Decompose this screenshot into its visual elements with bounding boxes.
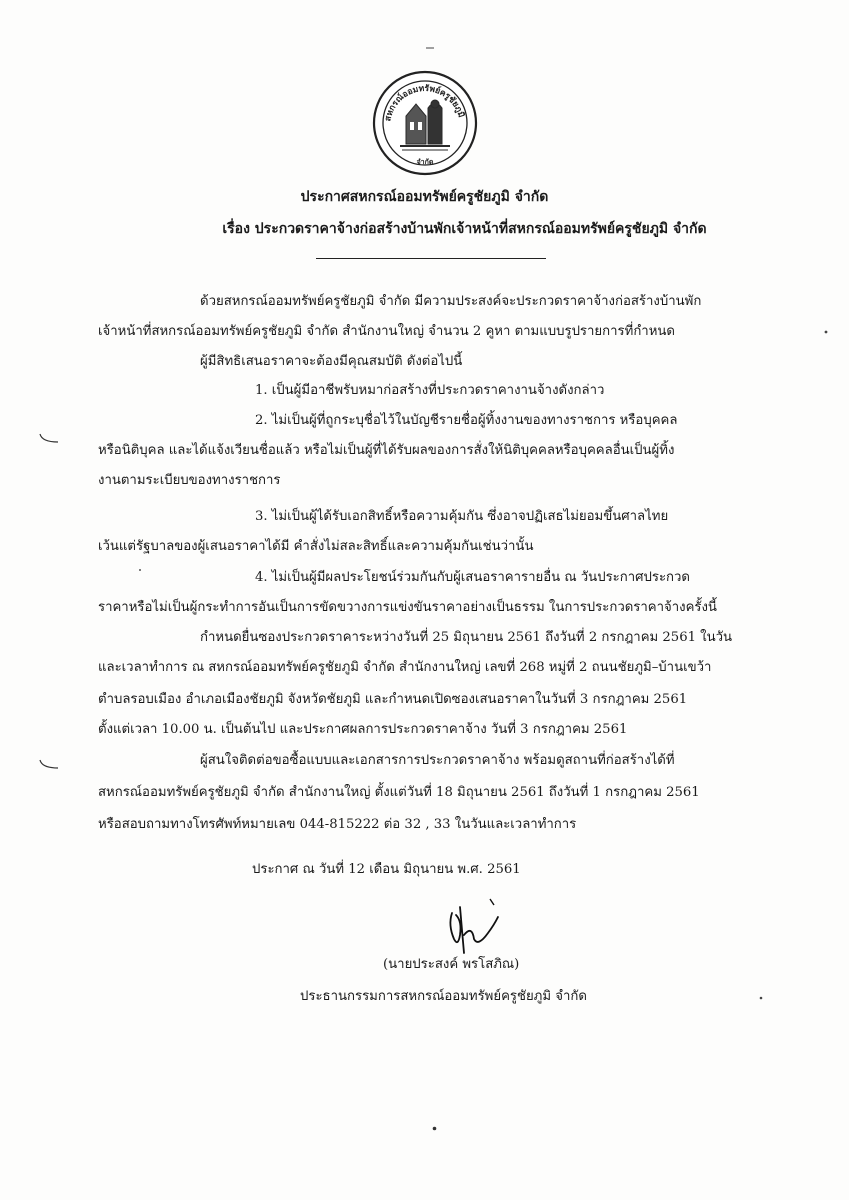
margin-tick-mark <box>38 758 60 772</box>
qualification-item-1: 1. เป็นผู้มีอาชีพรับหมาก่อสร้างที่ประกวดราคางานจ้างดังกล่าว <box>255 383 605 398</box>
scan-speck <box>426 46 434 50</box>
signer-name: (นายประสงค์ พรโสภิณ) <box>383 957 520 972</box>
margin-tick-mark <box>38 432 60 446</box>
announcement-date: ประกาศ ณ วันที่ 12 เดือน มิถุนายน พ.ศ. 2561 <box>252 862 521 877</box>
qualification-item-4-line-1: 4. ไม่เป็นผู้มีผลประโยชน์ร่วมกันกับผู้เสนอราคารายอื่น ณ วันประกาศประกวด <box>255 570 690 585</box>
announcement-subject: เรื่อง ประกวดราคาจ้างก่อสร้างบ้านพักเจ้าหน้าที่สหกรณ์ออมทรัพย์ครูชัยภูมิ จำกัด <box>222 221 707 237</box>
qualification-item-3-line-1: 3. ไม่เป็นผู้ได้รับเอกสิทธิ์หรือความคุ้มกัน ซึ่งอาจปฏิเสธไม่ยอมขึ้นศาลไทย <box>255 509 669 524</box>
scan-speck <box>432 1126 437 1131</box>
schedule-line-1: กำหนดยื่นซองประกวดราคาระหว่างวันที่ 25 มิถุนายน 2561 ถึงวันที่ 2 กรกฎาคม 2561 ในวัน <box>200 630 733 645</box>
qualification-item-4-line-2: ราคาหรือไม่เป็นผู้กระทำการอันเป็นการขัดขวางการแข่งขันราคาอย่างเป็นธรรม ในการประกวดราคาจ้างครั้งนี้ <box>98 600 717 615</box>
schedule-line-4: ตั้งแต่เวลา 10.00 น. เป็นต้นไป และประกาศผลการประกวดราคาจ้าง วันที่ 3 กรกฎาคม 2561 <box>98 722 628 737</box>
qualification-item-2-line-2: หรือนิติบุคล และได้แจ้งเวียนชื่อแล้ว หรือไม่เป็นผู้ที่ได้รับผลของการสั่งให้นิติบุคคลหรือบุคคลอื่นเป็นผู้ทิ้ง <box>98 443 675 458</box>
title-divider <box>316 258 546 259</box>
scan-speck <box>759 996 763 1000</box>
signer-title: ประธานกรรมการสหกรณ์ออมทรัพย์ครูชัยภูมิ จำกัด <box>300 989 587 1004</box>
qualification-item-2-line-1: 2. ไม่เป็นผู้ที่ถูกระบุชื่อไว้ในบัญชีรายชื่อผู้ทิ้งงานของทางราชการ หรือบุคคล <box>255 413 678 428</box>
seal-arc-text: สหกรณ์ออมทรัพย์ครูชัยภูมิ <box>383 83 466 123</box>
qualifications-heading: ผู้มีสิทธิเสนอราคาจะต้องมีคุณสมบัติ ดังต่อไปนี้ <box>200 354 463 369</box>
announcement-title: ประกาศสหกรณ์ออมทรัพย์ครูชัยภูมิ จำกัด <box>300 189 549 205</box>
schedule-line-2: และเวลาทำการ ณ สหกรณ์ออมทรัพย์ครูชัยภูมิ จำกัด สำนักงานใหญ่ เลขที่ 268 หมู่ที่ 2 ถนนชัยภูมิ–บ้านเขว้า <box>98 660 712 675</box>
scan-speck <box>138 568 142 572</box>
schedule-line-3: ตำบลรอบเมือง อำเภอเมืองชัยภูมิ จังหวัดชัยภูมิ และกำหนดเปิดซองเสนอราคาในวันที่ 3 กรกฎาคม 2561 <box>98 692 688 707</box>
contact-line-1: ผู้สนใจติดต่อขอซื้อแบบและเอกสารการประกวดราคาจ้าง พร้อมดูสถานที่ก่อสร้างได้ที่ <box>200 753 675 768</box>
qualification-item-3-line-2: เว้นแต่รัฐบาลของผู้เสนอราคาได้มี คำสั่งไม่สละสิทธิ์และความคุ้มกันเช่นว่านั้น <box>98 539 534 554</box>
contact-line-3: หรือสอบถามทางโทรศัพท์หมายเลข 044-815222 ต่อ 32 , 33 ในวันและเวลาทำการ <box>98 817 577 832</box>
body-intro-line-2: เจ้าหน้าที่สหกรณ์ออมทรัพย์ครูชัยภูมิ จำกัด สำนักงานใหญ่ จำนวน 2 คูหา ตามแบบรูปรายการที่กำหนด <box>98 324 675 339</box>
handwritten-signature <box>438 895 502 957</box>
contact-line-2: สหกรณ์ออมทรัพย์ครูชัยภูมิ จำกัด สำนักงานใหญ่ ตั้งแต่วันที่ 18 มิถุนายน 2561 ถึงวันที่ 1 กรกฎาคม 2561 <box>98 785 700 800</box>
qualification-item-2-line-3: งานตามระเบียบของทางราชการ <box>98 473 281 488</box>
scan-speck <box>824 330 828 334</box>
cooperative-seal-logo <box>372 70 478 176</box>
seal-bottom-text: จำกัด <box>416 158 434 166</box>
body-intro-line-1: ด้วยสหกรณ์ออมทรัพย์ครูชัยภูมิ จำกัด มีความประสงค์จะประกวดราคาจ้างก่อสร้างบ้านพัก <box>200 294 702 309</box>
